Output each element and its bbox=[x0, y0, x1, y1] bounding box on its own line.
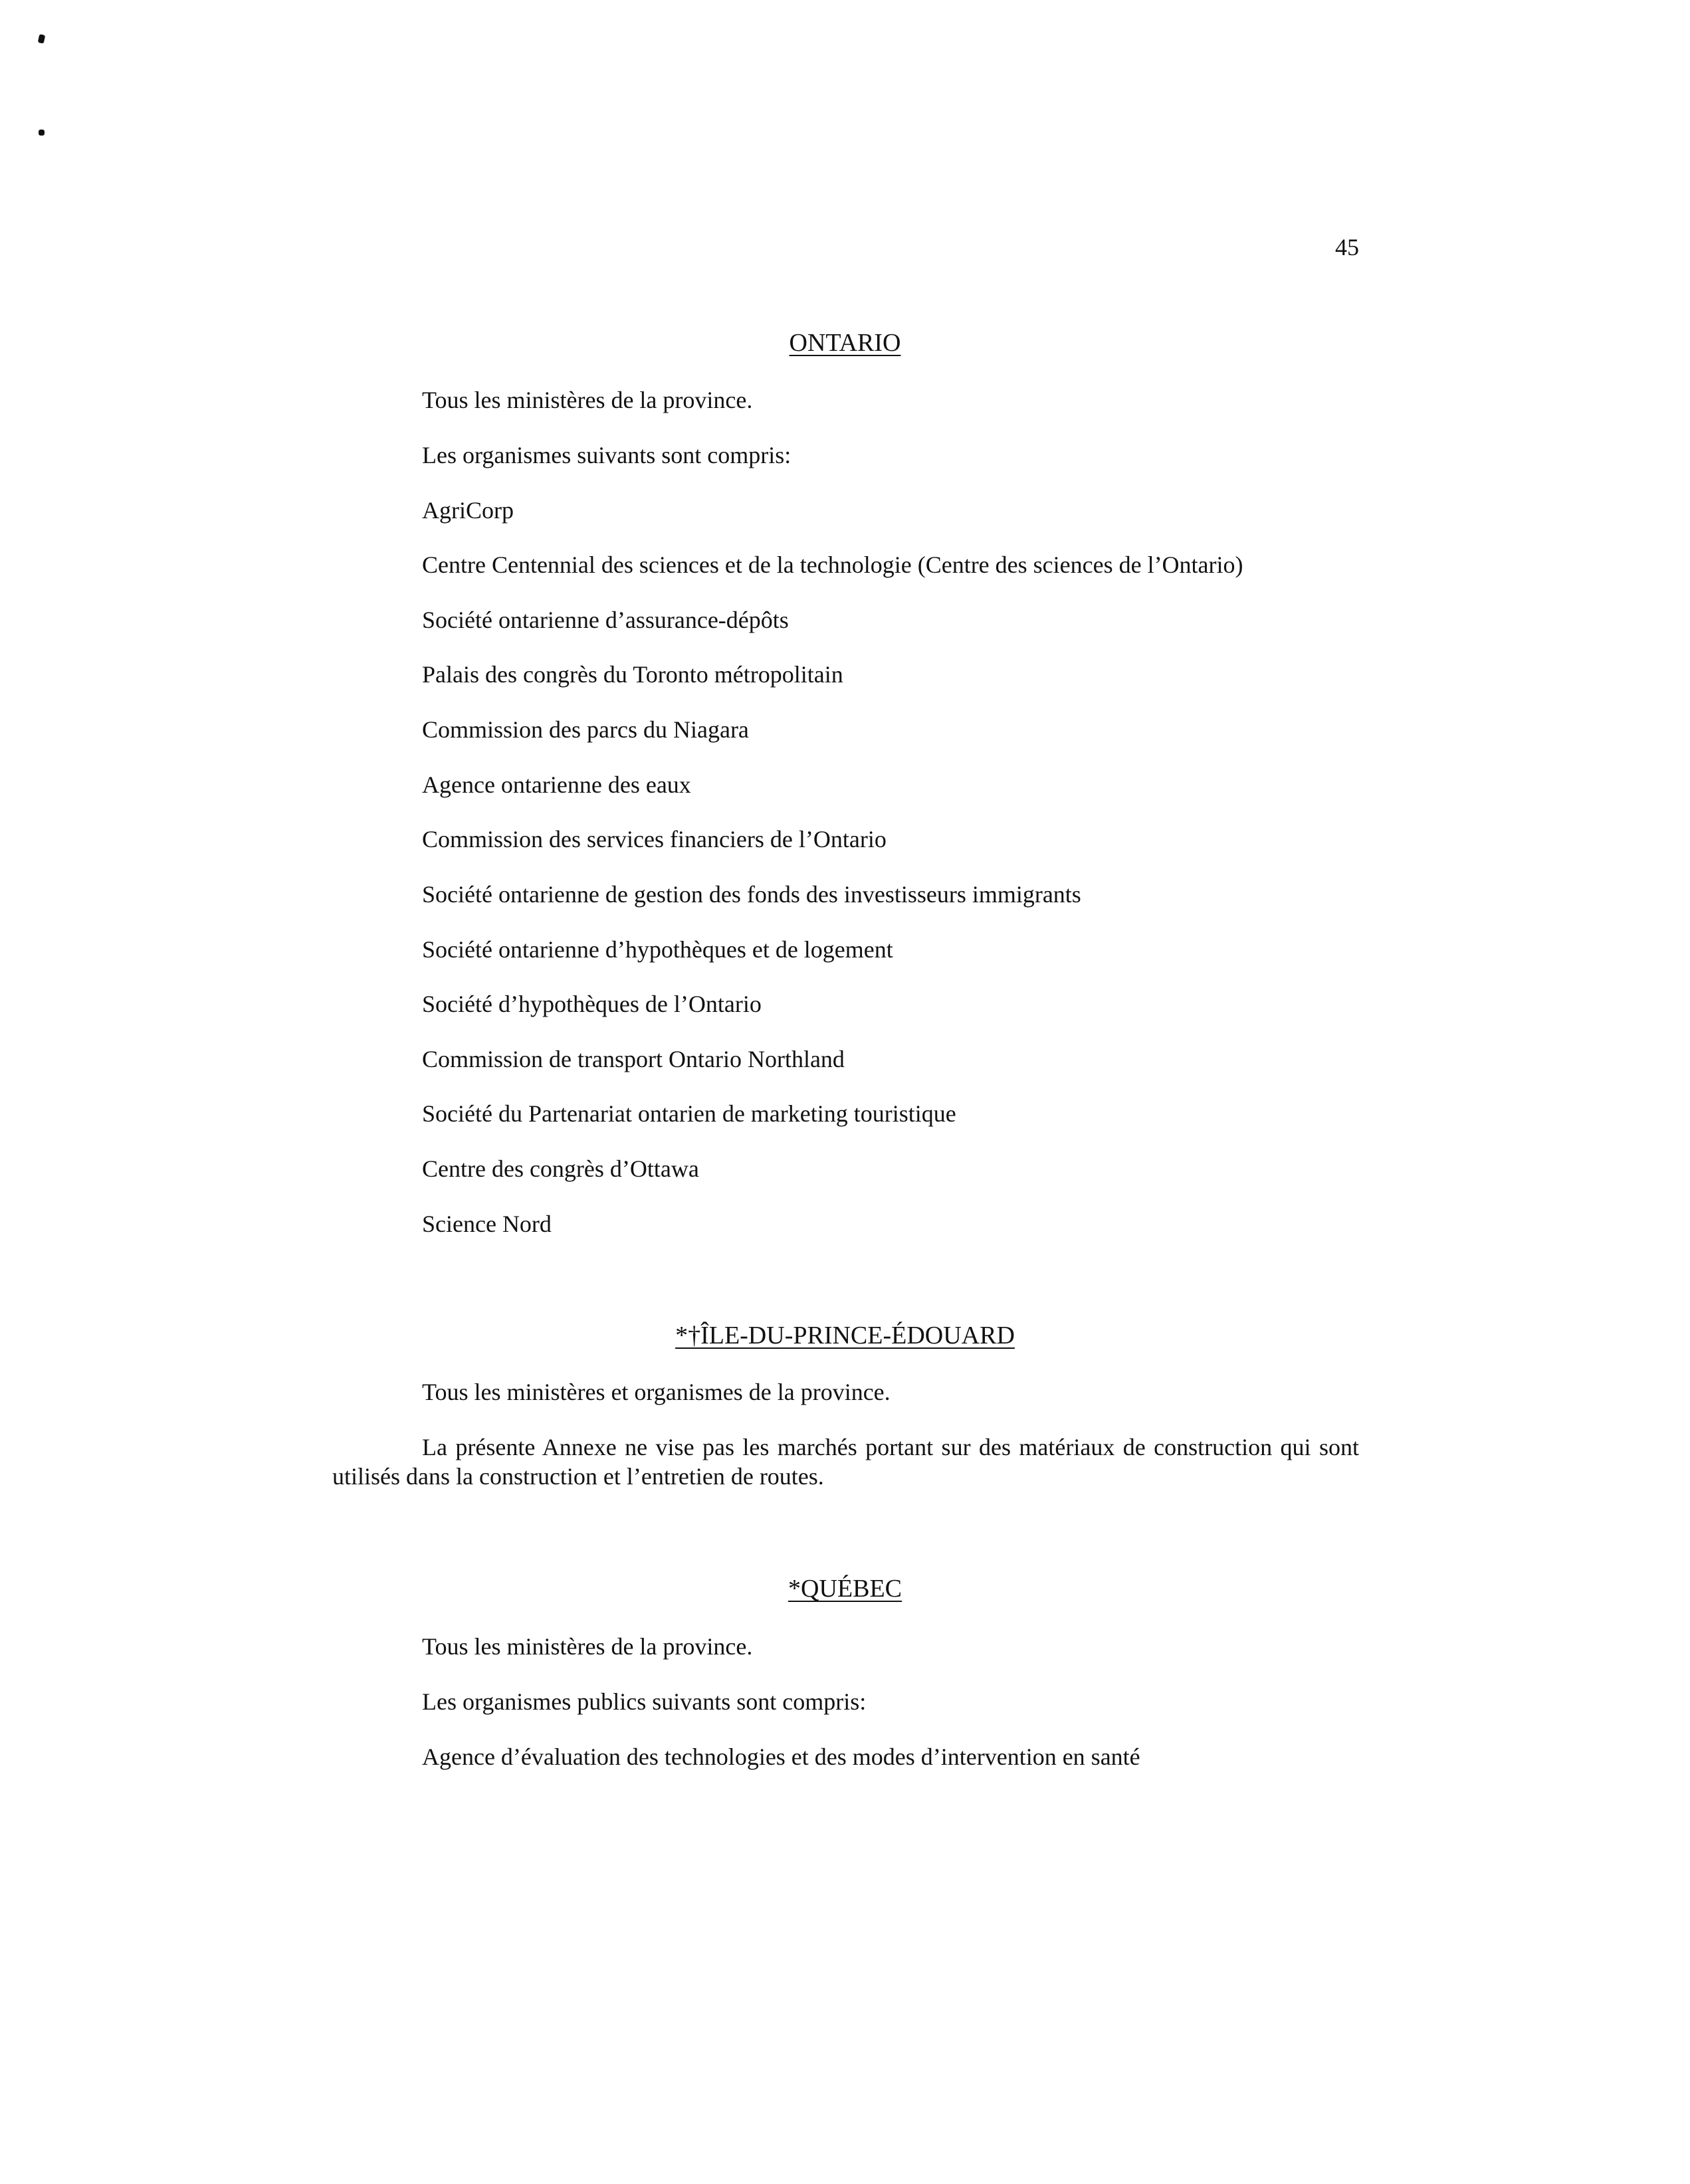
scan-artifact-mark bbox=[38, 34, 46, 44]
quebec-included-label: Les organismes publics suivants sont compris: bbox=[422, 1688, 867, 1715]
list-item: Société ontarienne de gestion des fonds des investisseurs immigrants bbox=[422, 881, 1081, 908]
section-heading-text: *QUÉBEC bbox=[788, 1575, 902, 1603]
list-item: Agence d’évaluation des technologies et des modes d’intervention en santé bbox=[422, 1743, 1140, 1770]
pei-intro: Tous les ministères et organismes de la province. bbox=[422, 1379, 891, 1405]
scan-artifact-mark bbox=[39, 130, 45, 136]
section-heading-quebec bbox=[0, 1573, 1690, 1604]
section-heading-text: *†ÎLE-DU-PRINCE-ÉDOUARD bbox=[675, 1322, 1015, 1349]
section-heading-pei bbox=[0, 1320, 1690, 1351]
ontario-intro: Tous les ministères de la province. bbox=[422, 387, 753, 413]
section-heading-ontario bbox=[0, 328, 1690, 358]
list-item: Société du Partenariat ontarien de marketing touristique bbox=[422, 1100, 956, 1127]
list-item: Agence ontarienne des eaux bbox=[422, 771, 691, 798]
list-item: Palais des congrès du Toronto métropolitain bbox=[422, 661, 843, 688]
list-item: Centre Centennial des sciences et de la technologie (Centre des sciences de l’Ontario) bbox=[422, 551, 1243, 578]
list-item: Commission des parcs du Niagara bbox=[422, 716, 749, 743]
list-item: Société d’hypothèques de l’Ontario bbox=[422, 991, 762, 1017]
list-item: Société ontarienne d’hypothèques et de logement bbox=[422, 936, 893, 963]
section-heading-text: ONTARIO bbox=[789, 329, 901, 357]
list-item: Centre des congrès d’Ottawa bbox=[422, 1155, 699, 1182]
ontario-included-label: Les organismes suivants sont compris: bbox=[422, 442, 792, 468]
list-item: Commission des services financiers de l’Ontario bbox=[422, 826, 887, 852]
pei-note: La présente Annexe ne vise pas les marchés portant sur des matériaux de construction qui sont utilisés dans la construction et l’entretien de routes. bbox=[332, 1434, 1359, 1490]
list-item: Commission de transport Ontario Northland bbox=[422, 1046, 845, 1072]
quebec-intro: Tous les ministères de la province. bbox=[422, 1633, 753, 1660]
list-item: AgriCorp bbox=[422, 497, 514, 524]
page-number: 45 bbox=[1335, 234, 1359, 260]
list-item: Science Nord bbox=[422, 1211, 552, 1237]
list-item: Société ontarienne d’assurance-dépôts bbox=[422, 607, 789, 633]
